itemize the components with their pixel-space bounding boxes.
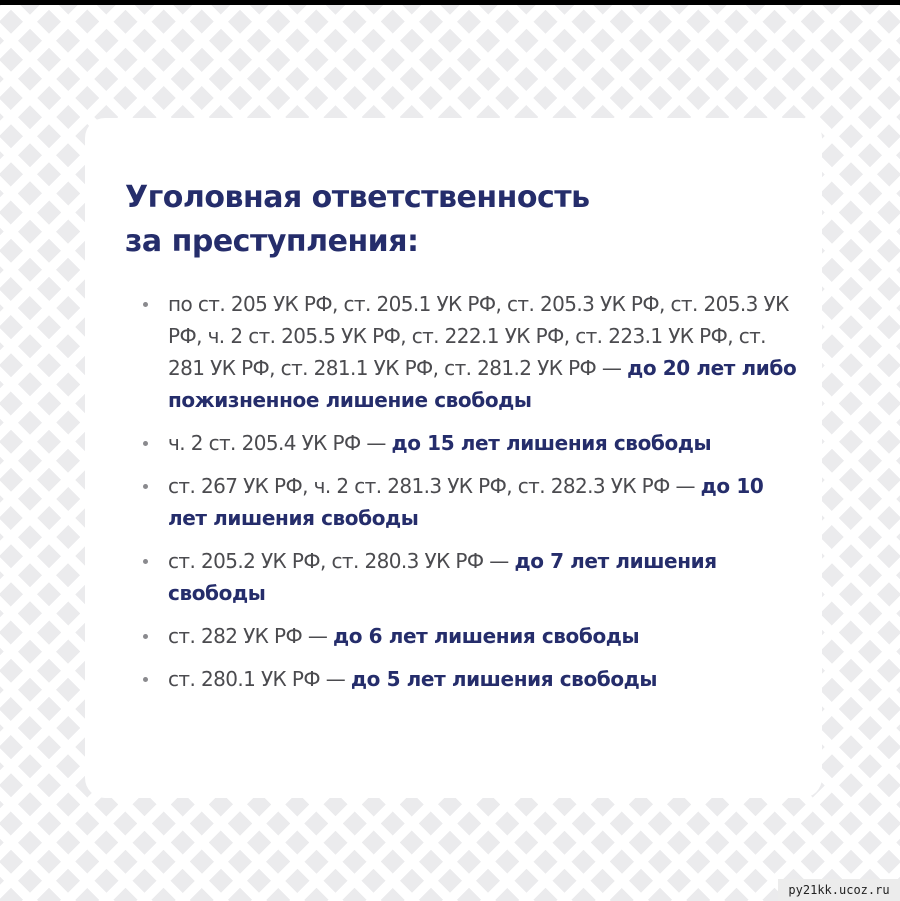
list-item	[137, 545, 802, 609]
penalty-text: до 5 лет лишения свободы	[350, 667, 658, 691]
list-item	[137, 620, 802, 652]
penalty-text: до 20 лет либо пожизненное лишение свободы	[168, 356, 797, 412]
penalty-list	[137, 288, 802, 695]
bullet-icon	[143, 634, 148, 639]
watermark: py21kk.ucoz.ru	[778, 879, 900, 901]
info-card	[85, 118, 822, 798]
penalty-text: до 15 лет лишения свободы	[391, 431, 712, 455]
list-item	[137, 288, 802, 416]
bullet-icon	[143, 559, 148, 564]
article-text: ст. 267 УК РФ, ч. 2 ст. 281.3 УК РФ, ст. 282.3 УК РФ —	[168, 474, 701, 498]
title-line-2: за преступления:	[125, 224, 419, 259]
list-item	[137, 470, 802, 534]
penalty-text: до 10 лет лишения свободы	[168, 474, 764, 530]
article-text: по ст. 205 УК РФ, ст. 205.1 УК РФ, ст. 205.3 УК РФ, ст. 205.3 УК РФ, ч. 2 ст. 205.5 УК РФ, ст. 222.1 УК РФ, ст. 223.1 УК РФ, ст. 281 УК РФ, ст. 281.1 УК РФ, ст. 281.2 УК РФ —	[168, 292, 789, 380]
top-border	[0, 0, 900, 5]
bullet-icon	[143, 677, 148, 682]
title-line-1: Уголовная ответственность	[125, 180, 590, 215]
bullet-icon	[143, 484, 148, 489]
penalty-text: до 7 лет лишения свободы	[168, 549, 717, 605]
article-text: ст. 282 УК РФ —	[168, 624, 334, 648]
page-title	[125, 176, 590, 264]
bullet-icon	[143, 441, 148, 446]
article-text: ч. 2 ст. 205.4 УК РФ —	[168, 431, 392, 455]
article-text: ст. 205.2 УК РФ, ст. 280.3 УК РФ —	[168, 549, 515, 573]
list-item	[137, 663, 802, 695]
penalty-text: до 6 лет лишения свободы	[333, 624, 640, 648]
bullet-icon	[143, 302, 148, 307]
article-text: ст. 280.1 УК РФ —	[168, 667, 351, 691]
list-item	[137, 427, 802, 459]
